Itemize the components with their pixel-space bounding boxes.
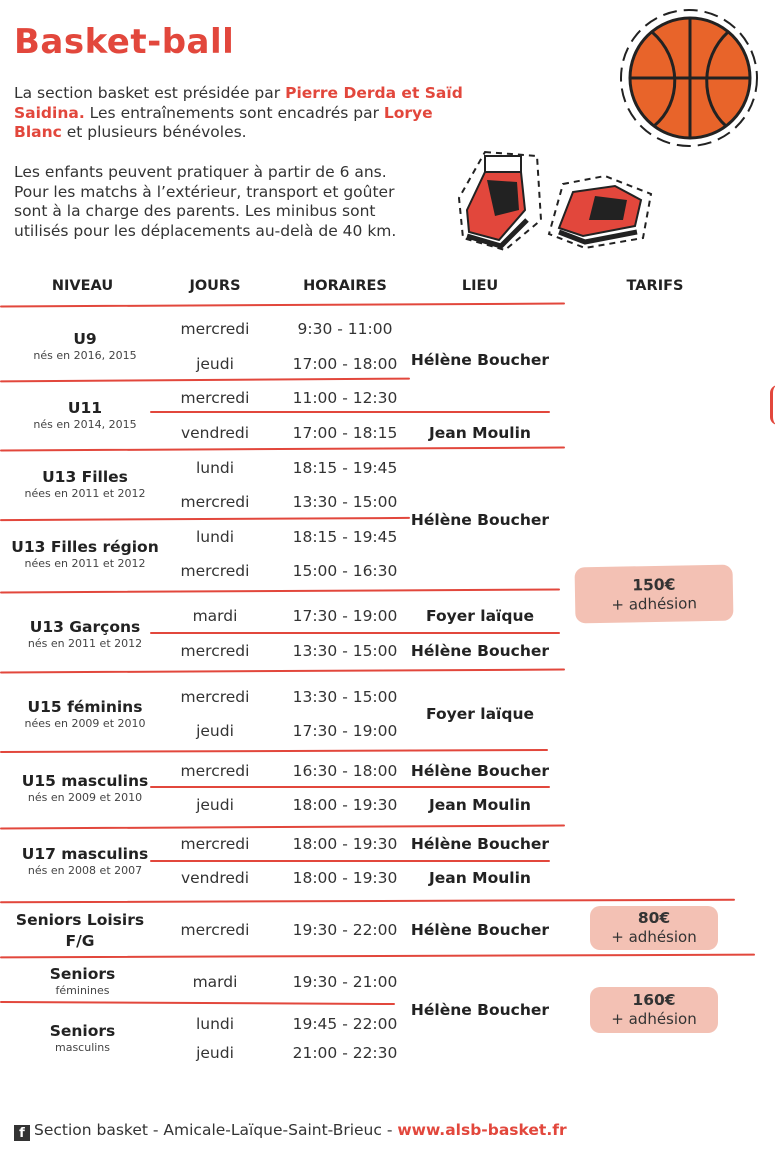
header-tarifs: TARIFS [626,278,684,294]
row-divider [150,632,560,634]
place-cell: Hélène Boucher [410,642,550,660]
day-cell: lundi [195,1015,235,1033]
level-u17-masculins: U17 masculins nés en 2008 et 2007 [21,845,149,877]
president-names: Pierre Derda et Saïd Saidina. [14,84,463,122]
day-cell: mercredi [180,762,250,780]
level-u15-feminins: U15 féminins nées en 2009 et 2010 [24,698,146,730]
day-cell: mercredi [180,688,250,706]
place-cell: Hélène Boucher [410,1001,550,1019]
time-cell: 18:15 - 19:45 [292,528,398,546]
day-cell: mercredi [180,562,250,580]
price-badge: 150€ + adhésion [575,565,734,624]
day-cell: jeudi [196,1044,234,1062]
row-divider [0,447,565,452]
row-divider [0,589,560,594]
header-niveau: NIVEAU [51,278,114,294]
row-divider [0,749,548,753]
level-seniors-feminines: Seniors féminines [49,965,116,997]
row-divider [0,517,410,521]
row-divider [150,786,550,788]
time-cell: 19:30 - 22:00 [292,921,398,939]
row-divider [150,411,550,413]
day-cell: mercredi [180,493,250,511]
day-cell: mercredi [180,835,250,853]
day-cell: mercredi [180,389,250,407]
header-horaires: HORAIRES [303,278,387,294]
footer-text: Section basket - Amicale-Laïque-Saint-Brieuc - [34,1121,398,1139]
basketball-icon [612,8,762,150]
level-u13-filles: U13 Filles nées en 2011 et 2012 [24,468,146,500]
time-cell: 17:00 - 18:15 [292,424,398,442]
header-jours: JOURS [189,278,241,294]
day-cell: mercredi [180,320,250,338]
place-cell: Hélène Boucher [410,762,550,780]
day-cell: lundi [195,528,235,546]
row-divider [0,954,755,959]
level-seniors-masculins: Seniors masculins [49,1022,116,1054]
place-cell: Hélène Boucher [410,921,550,939]
level-u11: U11 nés en 2014, 2015 [33,399,137,431]
edge-mark [770,385,775,425]
row-divider [150,860,550,862]
time-cell: 17:00 - 18:00 [292,355,398,373]
day-cell: mardi [192,973,238,991]
row-divider [0,1001,395,1005]
row-divider [0,825,565,830]
time-cell: 18:15 - 19:45 [292,459,398,477]
day-cell: lundi [195,459,235,477]
price-badge: 80€ + adhésion [590,906,718,950]
time-cell: 18:00 - 19:30 [292,796,398,814]
level-u9: U9 nés en 2016, 2015 [33,330,137,362]
time-cell: 18:00 - 19:30 [292,869,398,887]
place-cell: Foyer laïque [426,607,534,625]
time-cell: 15:00 - 16:30 [292,562,398,580]
row-divider [0,899,735,904]
day-cell: jeudi [196,355,234,373]
level-u13-garcons: U13 Garçons nés en 2011 et 2012 [27,618,143,650]
place-cell: Foyer laïque [426,705,534,723]
time-cell: 17:30 - 19:00 [292,722,398,740]
day-cell: mardi [192,607,238,625]
level-u15-masculins: U15 masculins nés en 2009 et 2010 [21,772,149,804]
footer-link[interactable]: www.alsb-basket.fr [397,1121,567,1139]
day-cell: jeudi [196,796,234,814]
page-title: Basket-ball [14,22,235,62]
place-cell: Jean Moulin [429,796,531,814]
day-cell: vendredi [180,869,250,887]
day-cell: mercredi [180,921,250,939]
time-cell: 19:30 - 21:00 [292,973,398,991]
row-divider [0,378,410,383]
facebook-icon[interactable]: f [14,1125,30,1141]
time-cell: 13:30 - 15:00 [292,688,398,706]
day-cell: mercredi [180,642,250,660]
place-cell: Jean Moulin [429,869,531,887]
time-cell: 18:00 - 19:30 [292,835,398,853]
time-cell: 21:00 - 22:30 [292,1044,398,1062]
time-cell: 16:30 - 18:00 [292,762,398,780]
row-divider [0,669,565,674]
place-cell: Jean Moulin [429,424,531,442]
level-seniors-loisirs: Seniors Loisirs F/G [15,911,145,950]
level-u13-filles-region: U13 Filles région nées en 2011 et 2012 [11,538,159,570]
coach-name: Lorye Blanc [14,103,433,141]
header-lieu: LIEU [461,278,499,294]
place-cell: Hélène Boucher [410,511,550,529]
place-cell: Hélène Boucher [410,835,550,853]
sneakers-icon [455,150,660,255]
time-cell: 13:30 - 15:00 [292,493,398,511]
row-divider [0,303,565,308]
day-cell: jeudi [196,722,234,740]
footer [14,1121,567,1141]
time-cell: 9:30 - 11:00 [297,320,393,338]
time-cell: 13:30 - 15:00 [292,642,398,660]
time-cell: 11:00 - 12:30 [292,389,398,407]
intro-paragraph-1: La section basket est présidée par Pierre Derda et Saïd Saidina. Les entraînements sont encadrés par Lorye Blanc et plusieurs bénévoles. [14,84,463,141]
place-cell: Hélène Boucher [410,351,550,369]
time-cell: 19:45 - 22:00 [292,1015,398,1033]
price-badge: 160€ + adhésion [590,987,718,1033]
time-cell: 17:30 - 19:00 [292,607,398,625]
day-cell: vendredi [180,424,250,442]
intro-paragraph-2: Les enfants peuvent pratiquer à partir de 6 ans. Pour les matchs à l’extérieur, transport et goûter sont à la charge des parents. Les minibus sont utilisés pour les déplacements au-delà de 40 km. [14,163,397,240]
